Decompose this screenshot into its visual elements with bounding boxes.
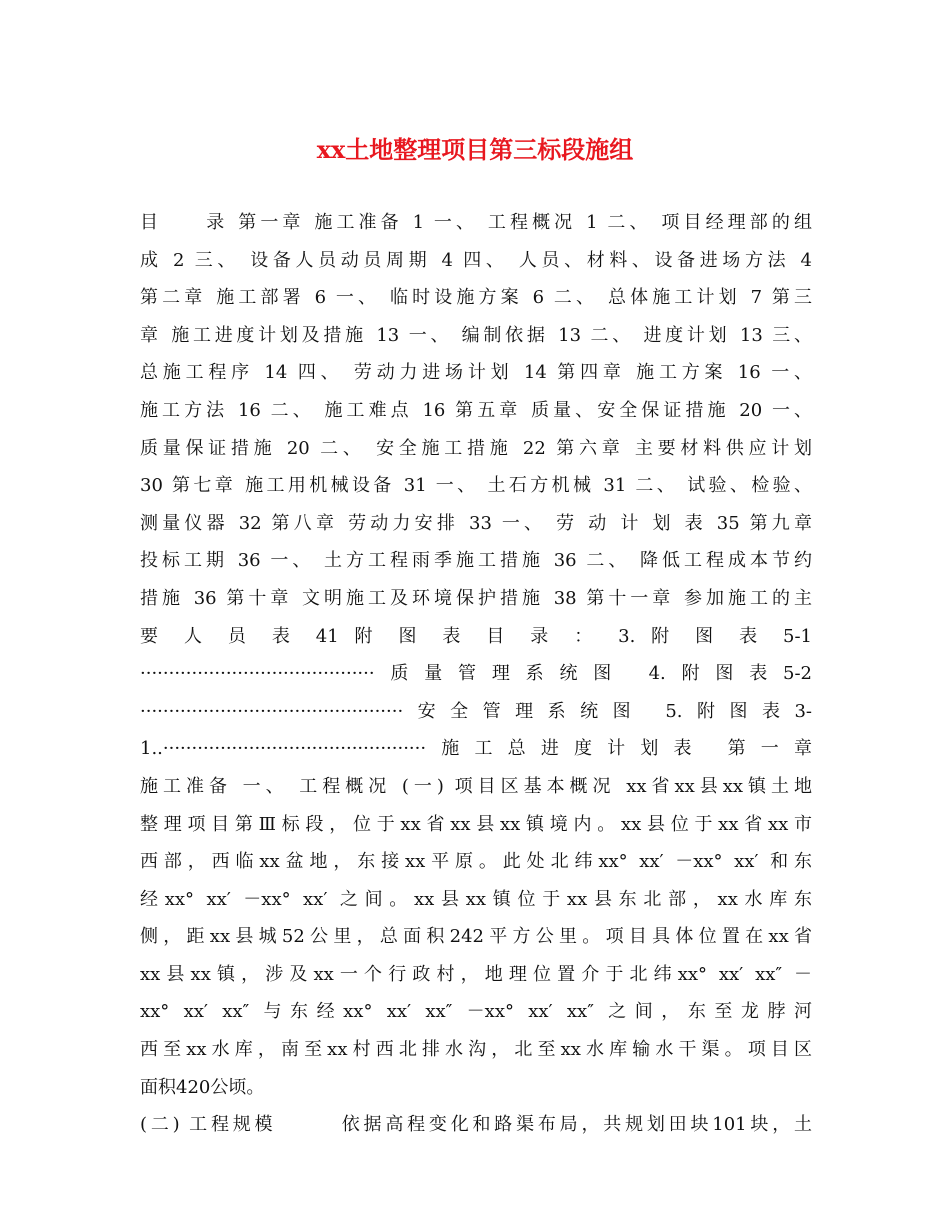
- body-line: 经xx° xx′ －xx° xx′ 之间。xx县xx镇位于xx县东北部，xx水库东: [140, 888, 812, 910]
- body-line: 整理项目第Ⅲ标段，位于xx省xx县xx镇境内。xx县位于xx省xx市: [140, 813, 812, 835]
- body-line: 30 第七章 施工用机械设备 31 一、 土石方机械 31 二、 试验、检验、: [140, 475, 812, 497]
- body-line: 西至xx水库，南至xx村西北排水沟，北至xx水库输水干渠。项目区: [140, 1039, 812, 1061]
- document-body: [140, 204, 812, 1144]
- body-line: 1..··············································施工总进度计划表 第一章: [140, 738, 812, 760]
- body-line: 目 录 第一章 施工准备 1 一、 工程概况 1 二、 项目经理部的组: [140, 212, 812, 233]
- body-line: xx° xx′ xx″ 与东经xx° xx′ xx″ －xx° xx′ xx″ 之间，东至龙脖河: [140, 1001, 812, 1023]
- body-line: 施工方法 16 二、 施工难点 16 第五章 质量、安全保证措施 20 一、: [140, 399, 812, 421]
- body-line: 措施 36 第十章 文明施工及环境保护措施 38 第十一章 参加施工的主: [140, 587, 812, 609]
- body-line: 成 2 三、 设备人员动员周期 4 四、 人员、材料、设备进场方法 4: [140, 249, 812, 271]
- body-line: 西部，西临xx盆地，东接xx平原。此处北纬xx° xx′ －xx° xx′ 和东: [140, 851, 812, 873]
- body-line: 侧，距xx县城52公里，总面积242平方公里。项目具体位置在xx省: [140, 926, 812, 948]
- body-line: 面积420公顷。: [140, 1076, 265, 1098]
- document-title: xx土地整理项目第三标段施组: [316, 135, 634, 164]
- body-line: 投标工期 36 一、 土方工程雨季施工措施 36 二、 降低工程成本节约: [140, 550, 812, 572]
- body-line: 质量保证措施 20 二、 安全施工措施 22 第六章 主要材料供应计划: [140, 437, 812, 459]
- body-line: 施工准备 一、 工程概况 (一) 项目区基本概况 xx省xx县xx镇土地: [140, 775, 812, 797]
- body-line: ··············································安全管理系统图 5.附图表3-: [140, 700, 812, 722]
- body-line: 章 施工进度计划及措施 13 一、 编制依据 13 二、 进度计划 13 三、: [140, 324, 812, 346]
- body-line: 第二章 施工部署 6 一、 临时设施方案 6 二、 总体施工计划 7 第三: [140, 287, 812, 309]
- body-line: 总施工程序 14 四、 劳动力进场计划 14 第四章 施工方案 16 一、: [140, 362, 812, 384]
- body-line: 要 人 员 表 41 附 图 表 目 录 ： 3. 附 图 表 5-1: [140, 625, 812, 647]
- body-line: xx县xx镇，涉及xx一个行政村，地理位置介于北纬xx° xx′ xx″ －: [140, 963, 812, 985]
- body-line: ·········································质量管理系统图 4.附图表5-2: [140, 663, 812, 685]
- body-line: (二) 工程规模 依据高程变化和路渠布局，共规划田块101块，土: [140, 1114, 812, 1136]
- body-line: 测量仪器 32 第八章 劳动力安排 33 一、 劳 动 计 划 表 35 第九章: [140, 512, 812, 534]
